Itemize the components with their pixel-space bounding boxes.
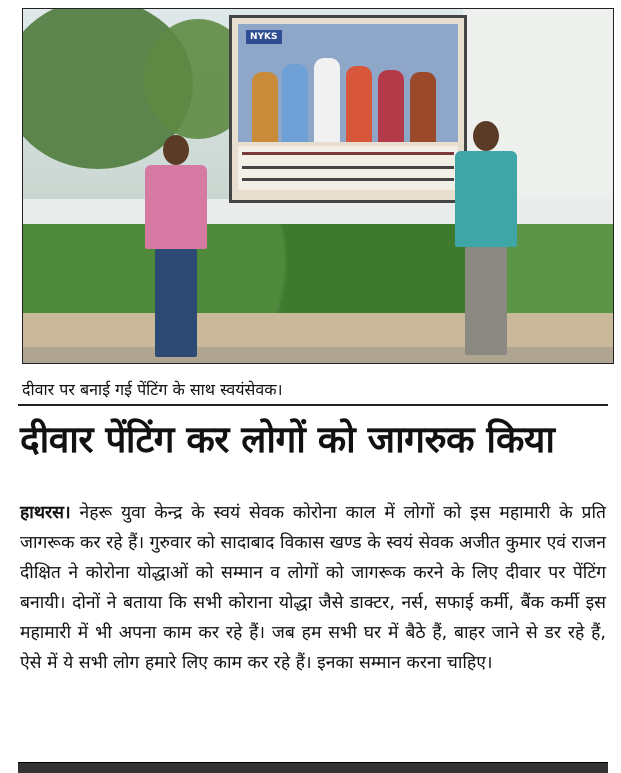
mural-figure (282, 64, 308, 142)
mural-text-line (242, 166, 454, 169)
mural-text-line (242, 152, 454, 155)
caption-divider (18, 404, 608, 406)
photo-planter (23, 313, 613, 347)
mural-badge: NYKS (246, 30, 282, 44)
photo-hedge (23, 224, 613, 319)
mural-figure (378, 70, 404, 142)
photo-ground (23, 347, 613, 363)
photo-caption: दीवार पर बनाई गई पेंटिंग के साथ स्वयंसेवक। (22, 380, 283, 399)
volunteer-left (141, 135, 211, 364)
mural-figure (252, 72, 278, 142)
news-photo (22, 8, 614, 364)
mural-painting (229, 15, 467, 203)
mural-figure (314, 58, 340, 142)
mural-artwork (238, 24, 458, 142)
mural-figure (346, 66, 372, 142)
mural-text-line (242, 178, 454, 181)
mural-figure (410, 72, 436, 142)
article-dateline: हाथरस। (20, 503, 71, 523)
volunteer-right (451, 121, 521, 361)
article-body (20, 498, 606, 678)
next-photo-edge (18, 762, 608, 773)
article-text: नेहरू युवा केन्द्र के स्वयं सेवक कोरोना काल में लोगों को इस महामारी के प्रति जागरूक कर रहे हैं। गुरुवार को सादाबाद विकास खण्ड के स्वयं सेवक अजीत कुमार एवं राजन दीक्षित ने कोरोना योद्धाओं को सम्मान व लोगों को जागरूक करने के लिए दीवार पर पेंटिंग बनायी। दोनों ने बताया कि सभी कोराना योद्धा जैसे डाक्टर, नर्स, सफाई कर्मी, बैंक कर्मी इस महामारी में भी अपना काम कर रहे हैं। जब हम सभी घर में बैठे हैं, बाहर जाने से डर रहे हैं, ऐसे में ये सभी लोग हमारे लिए काम कर रहे हैं। इनका सम्मान करना चाहिए। (20, 503, 606, 673)
headline: दीवार पेंटिंग कर लोगों को जागरुक किया (20, 418, 555, 461)
mural-text-area (238, 146, 458, 190)
